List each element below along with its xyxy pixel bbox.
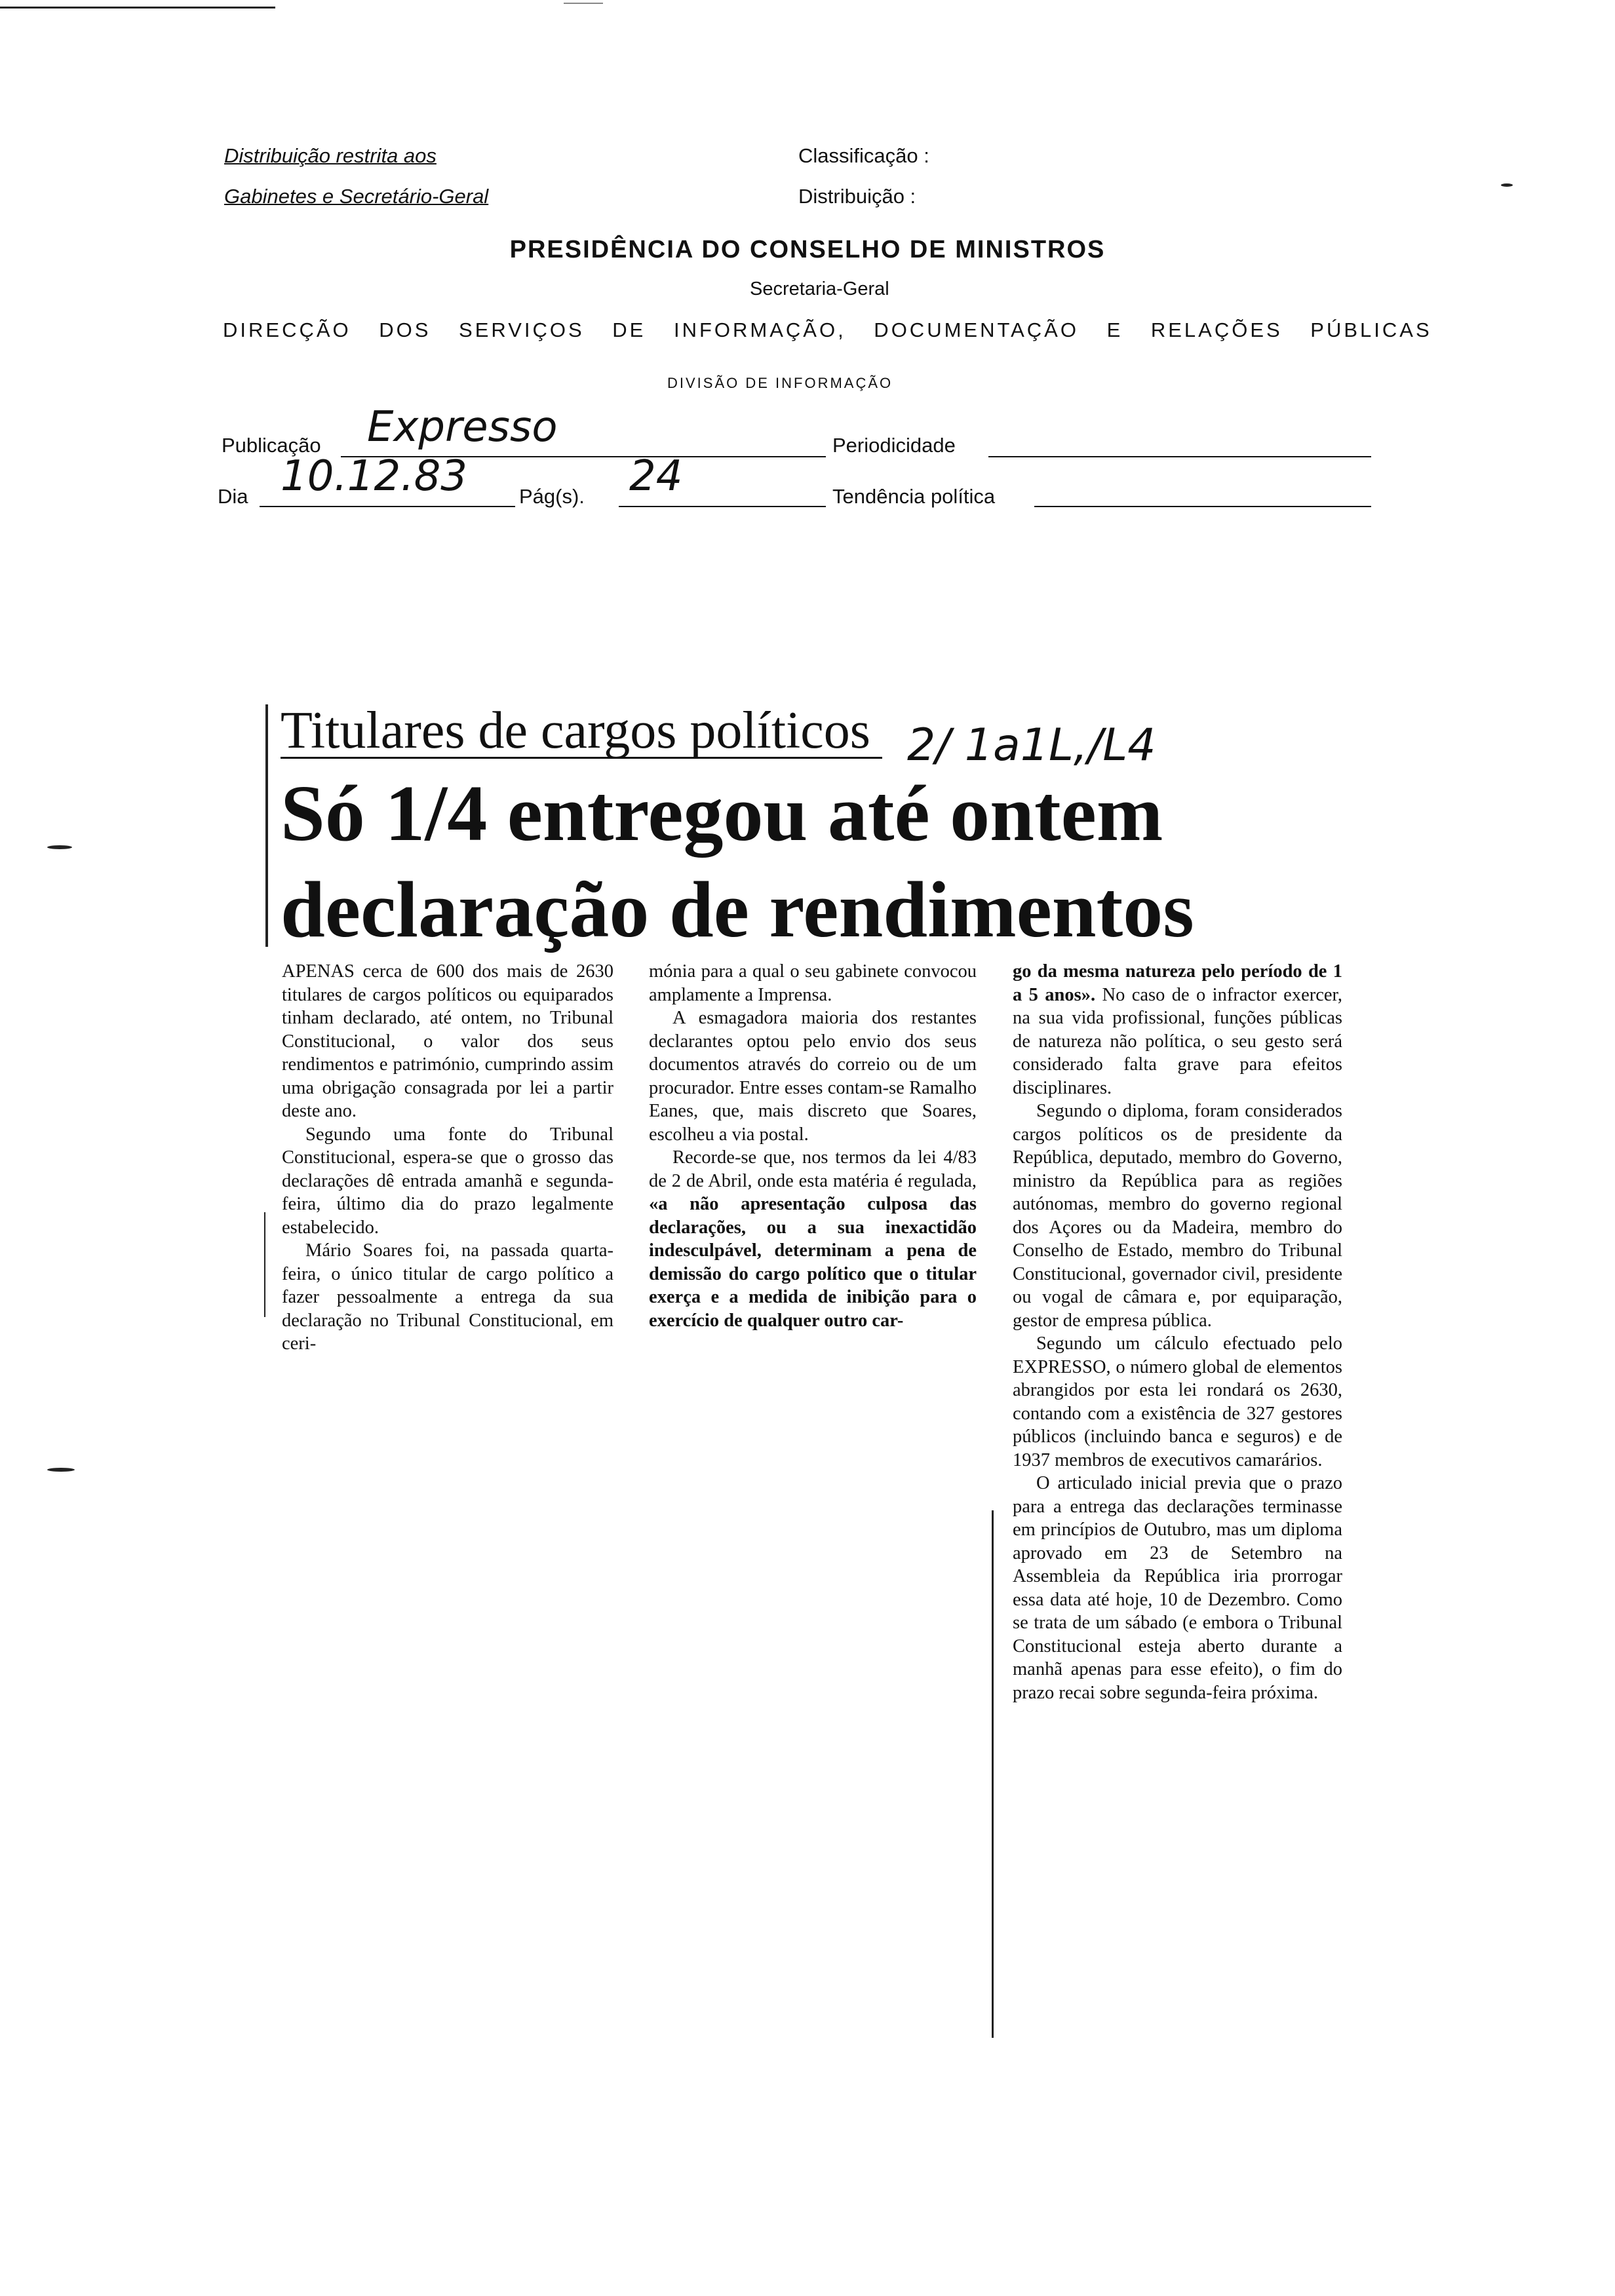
column-3-paragraph <box>1013 960 1342 1100</box>
column-3-paragraph: O articulado inicial previa que o prazo para a entrega das declarações terminasse em princípios de Outubro, mas um diploma aprovado em 23 de Setembro na Assembleia da República iria prorrogar essa data até hoje, 10 de Dezembro. Como se trata de um sábado (e embora o Tribunal Constitucional esteja aberto durante a manhã apenas para esse efeito), o fim do prazo recai sobre segunda-feira próxima. <box>1013 1473 1342 1703</box>
scan-edge-line <box>0 7 275 9</box>
column-1-paragraph: Mário Soares foi, na passada quarta-feira, o único titular de cargo político a fazer pessoalmente a entrega da sua declaração no Tribunal Constitucional, em ceri- <box>282 1240 613 1354</box>
publication-label: Publicação <box>222 434 321 457</box>
political-tendency-label: Tendência política <box>832 485 996 508</box>
column-2-paragraph: A esmagadora maioria dos restantes declarantes optou pelo envio dos seus documentos através do correio ou de um procurador. Entre esses contam-se Ramalho Eanes, que, mais discreto que Soares, escolheu a via postal. <box>649 1008 977 1145</box>
article-left-rule-lower <box>264 1212 265 1317</box>
distribution-label: Distribuição : <box>798 185 916 208</box>
kicker-underline <box>281 757 882 759</box>
day-field-line <box>260 506 515 507</box>
legal-quote-bold-end: go da mesma natureza pelo período de 1 a 5 anos». <box>1013 961 1342 1005</box>
column-3-paragraph: Segundo o diploma, foram considerados cargos políticos os de presidente da República, deputado, membro do Governo, ministro da República para as regiões autónomas, membro do governo regional dos Açores ou da Madeira, membro do Conselho de Estado, membro do Tribunal Constitucional, governador civil, presidente ou vogal de câmara e, por equiparação, gestor de empresa pública. <box>1013 1101 1342 1331</box>
pages-label: Pág(s). <box>519 485 585 508</box>
column-1-paragraph: Segundo uma fonte do Tribunal Constitucional, espera-se que o grosso das declarações dê entrada amanhã e segunda-feira, último dia do prazo legalmente estabelecido. <box>282 1124 613 1238</box>
legal-quote-bold: «a não apresentação culposa das declarações, ou a sua inexactidão indesculpável, determinam a pena de demissão do cargo político que o titular exerça e a medida de inibição para o exercício de qualquer outro car- <box>649 1194 977 1331</box>
classification-label: Classificação : <box>798 144 929 167</box>
distribution-line-2: Gabinetes e Secretário-Geral <box>224 185 489 208</box>
legal-reference-text: Recorde-se que, nos termos da lei 4/83 de 2 de Abril, onde esta matéria é regulada, <box>649 1147 977 1191</box>
division: DIVISÃO DE INFORMAÇÃO <box>667 375 893 391</box>
periodicity-field-line <box>988 456 1371 457</box>
scan-mark <box>47 1468 75 1472</box>
column-3-side-rule <box>992 1510 994 2038</box>
pages-handwritten: 24 <box>629 452 683 501</box>
political-tendency-field-line <box>1034 506 1371 507</box>
distribution-line-1: Distribuição restrita aos <box>224 144 437 167</box>
article-column-2 <box>649 960 977 1332</box>
headline-line-1: Só 1/4 entregou até ontem <box>281 769 1163 858</box>
paragraph-text: No caso de o infractor exercer, na sua vida profissional, funções públicas de natureza não política, o seu gesto será considerado falta grave para efeitos disciplinares. <box>1013 984 1342 1098</box>
article-column-3 <box>1013 960 1342 1704</box>
article-column-1 <box>282 960 613 1356</box>
scan-mark <box>1501 183 1513 187</box>
pages-field-line <box>619 506 826 507</box>
day-handwritten: 10.12.83 <box>281 452 467 501</box>
column-2-paragraph <box>649 1146 977 1332</box>
article-left-rule <box>265 704 268 947</box>
article-kicker: Titulares de cargos políticos <box>281 702 870 759</box>
column-2-paragraph: mónia para a qual o seu gabinete convocou amplamente a Imprensa. <box>649 961 977 1005</box>
scan-mark <box>47 845 72 849</box>
column-3-paragraph: Segundo um cálculo efectuado pelo EXPRESSO, o número global de elementos abrangidos por esta lei rondará os 2630, contando com a existência de 327 gestores públicos (incluindo banca e seguros) e de 1937 membros de executivos camarários. <box>1013 1333 1342 1470</box>
directorate: DIRECÇÃO DOS SERVIÇOS DE INFORMAÇÃO, DOCUMENTAÇÃO E RELAÇÕES PÚBLICAS <box>223 318 1432 341</box>
headline-line-2: declaração de rendimentos <box>281 866 1194 954</box>
publication-handwritten: Expresso <box>367 403 558 451</box>
secretariat: Secretaria-Geral <box>750 278 889 299</box>
column-1-paragraph: APENAS cerca de 600 dos mais de 2630 titulares de cargos políticos ou equiparados tinham declarado, até ontem, no Tribunal Constitucional, o valor dos seus rendimentos e património, cumprindo assim uma obrigação consagrada por lei a partir deste ano. <box>282 961 613 1121</box>
periodicity-label: Periodicidade <box>832 434 956 457</box>
scan-edge-line <box>564 3 603 4</box>
day-label: Dia <box>218 485 248 508</box>
organization-title: PRESIDÊNCIA DO CONSELHO DE MINISTROS <box>509 236 1106 263</box>
handwritten-reference: 2/ 1a1L,/L4 <box>907 719 1156 771</box>
